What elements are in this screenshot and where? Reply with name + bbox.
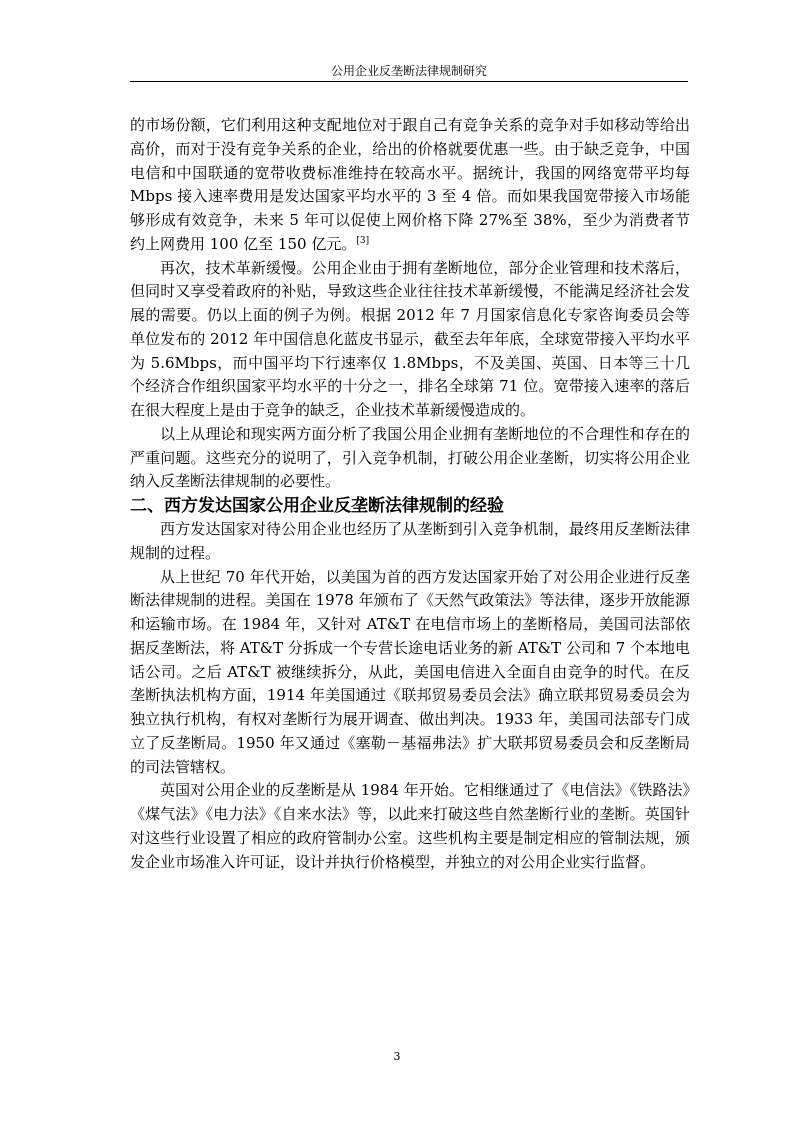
paragraph-1-text: 的市场份额，它们利用这种支配地位对于跟自己有竞争关系的竞争对手如移动等给出高价，而对于没有竞争关系的企业，给出的价格就要优惠一些。由于缺乏竞争，中国电信和中国联通的宽带收费标准维持在较高水平。据统计，我国的网络宽带平均每 Mbps 接入速率费用是发达国家平均水平的 3 至 4 倍。而如果我国宽带接入市场能够形成有效竞争，未来 5 年可以促使上网价格下降 27%至 38%，至少为消费者节约上网费用 100 亿至 150 亿元。 (130, 116, 690, 253)
document-body (130, 114, 690, 874)
paragraph-1 (130, 114, 690, 257)
page-number: 3 (393, 1050, 401, 1063)
paragraph-5: 从上世纪 70 年代开始，以美国为首的西方发达国家开始了对公用企业进行反垄断法律规制的进程。美国在 1978 年颁布了《天然气政策法》等法律，逐步开放能源和运输市场。在 1984 年，又针对 AT&T 在电信市场上的垄断格局，美国司法部依据反垄断法，将 AT&T 分拆成一个专营长途电话业务的新 AT&T 公司和 7 个本地电话公司。之后 AT&T 被继续拆分，从此，美国电信进入全面自由竞争的时代。在反垄断执法机构方面，1914 年美国通过《联邦贸易委员会法》确立联邦贸易委员会为独立执行机构，有权对垄断行为展开调查、做出判决。1933 年，美国司法部专门成立了反垄断局。1950 年又通过《塞勒－基福弗法》扩大联邦贸易委员会和反垄断局的司法管辖权。 (130, 567, 690, 776)
paragraph-6: 英国对公用企业的反垄断是从 1984 年开始。它相继通过了《电信法》《铁路法》《煤气法》《电力法》《自来水法》等，以此来打破这些自然垄断行业的垄断。英国针对这些行业设置了相应的政府管制办公室。这些机构主要是制定相应的管制法规，颁发企业市场准入许可证，设计并执行价格模型，并独立的对公用企业实行监督。 (130, 781, 690, 871)
paragraph-4: 西方发达国家对待公用企业也经历了从垄断到引入竞争机制，最终用反垄断法律规制的过程。 (130, 520, 690, 562)
paragraph-2: 再次，技术革新缓慢。公用企业由于拥有垄断地位，部分企业管理和技术落后，但同时又享受着政府的补贴，导致这些企业往往技术革新缓慢，不能满足经济社会发展的需要。仍以上面的例子为例。根据 2012 年 7 月国家信息化专家咨询委员会等单位发布的 2012 年中国信息化蓝皮书显示，截至去年年底，全球宽带接入平均水平为 5.6Mbps，而中国平均下行速率仅 1.8Mbps，不及美国、英国、日本等三十几个经济合作组织国家平均水平的十分之一，排名全球第 71 位。宽带接入速率的落后在很大程度上是由于竞争的缺乏，企业技术革新缓慢造成的。 (130, 258, 690, 419)
running-header: 公用企业反垄断法律规制研究 (330, 64, 487, 78)
section-heading: 二、西方发达国家公用企业反垄断法律规制的经验 (130, 496, 504, 516)
header-rule (130, 81, 688, 82)
paragraph-3: 以上从理论和现实两方面分析了我国公用企业拥有垄断地位的不合理性和存在的严重问题。这些充分的说明了，引入竞争机制，打破公用企业垄断，切实将公用企业纳入反垄断法律规制的必要性。 (130, 424, 690, 491)
citation-ref: [3] (356, 235, 370, 246)
